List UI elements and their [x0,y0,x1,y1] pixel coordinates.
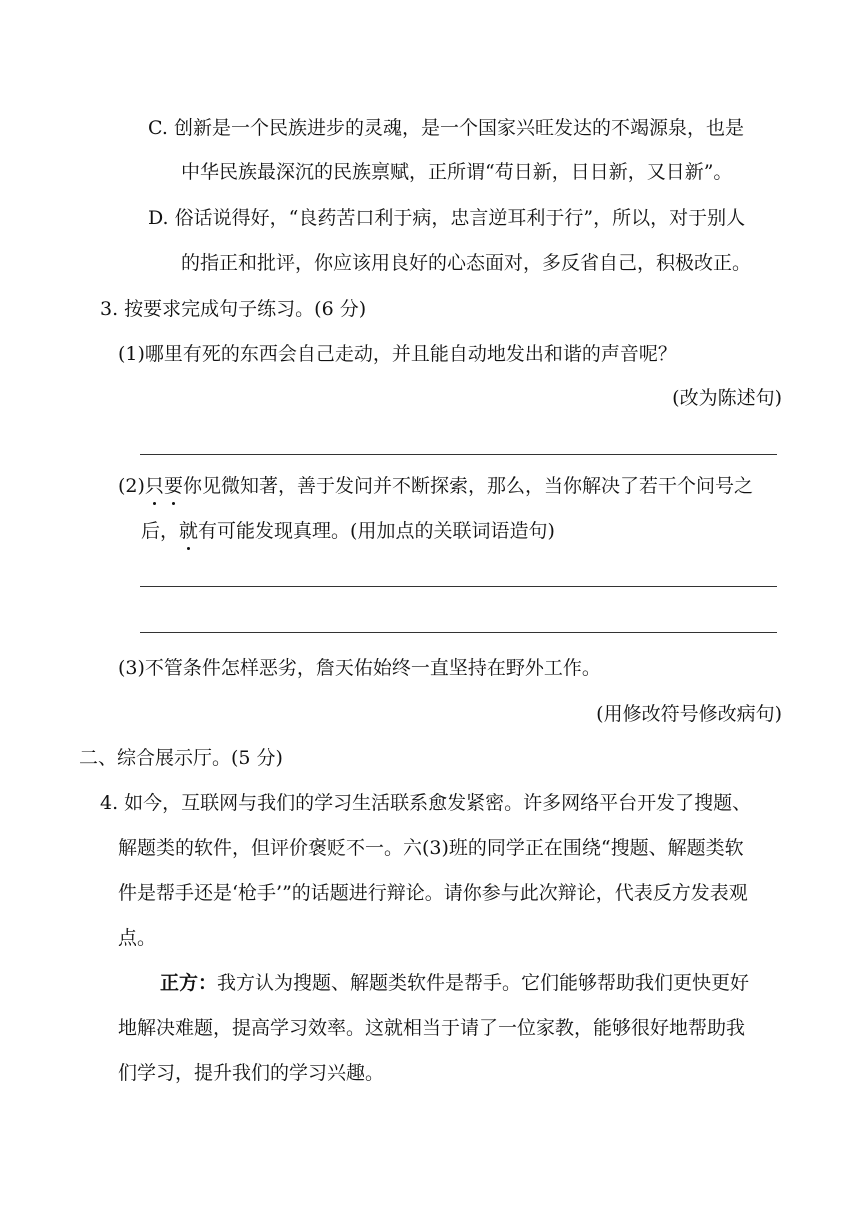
answer-line-1[interactable] [140,454,777,455]
answer-line-2[interactable] [140,586,777,587]
pro-side-text-1: 我方认为搜题、解题类软件是帮手。它们能够帮助我们更快更好 [217,972,750,994]
pro-side-line-1 [160,971,749,995]
dotted-char-jiu: 就 [179,520,199,542]
option-d-line-2: 的指正和批评，你应该用良好的心态面对，多反省自己，积极改正。 [181,252,752,274]
question-3-sentence-2-line-1 [118,474,753,498]
question-4-line-3: 件是帮手还是‘枪手’”的话题进行辩论。请你参与此次辩论，代表反方发表观 [118,882,748,904]
answer-line-3[interactable] [140,632,777,633]
question-3-sentence-2-line-2 [141,519,555,543]
sentence-2-line-2-start: 后， [141,520,180,542]
question-4-line-1: 4. 如今，互联网与我们的学习生活联系愈发紧密。许多网络平台开发了搜题、 [100,792,752,814]
option-c-line-2: 中华民族最深沉的民族禀赋，正所谓“苟日新，日日新，又日新”。 [181,161,733,183]
sentence-2-prefix: (2) [118,475,145,497]
question-3-sentence-3-requirement: (用修改符号修改病句) [596,703,782,725]
question-4-line-2: 解题类的软件，但评价褒贬不一。六(3)班的同学正在围绕“搜题、解题类软 [118,837,744,859]
question-3-sentence-1: (1)哪里有死的东西会自己走动，并且能自动地发出和谐的声音呢？ [118,343,677,365]
question-3-title: 3. 按要求完成句子练习。(6 分) [100,298,367,320]
pro-side-line-2: 地解决难题，提高学习效率。这就相当于请了一位家教，能够很好地帮助我 [118,1017,746,1039]
dotted-char-zhi: 只 [144,475,164,497]
sentence-2-rest: 你见微知著，善于发问并不断探索，那么，当你解决了若干个问号之 [182,475,753,497]
question-4-line-4: 点。 [118,927,157,949]
dotted-char-yao: 要 [163,475,183,497]
question-3-sentence-1-requirement: (改为陈述句) [672,387,782,409]
question-3-sentence-3: (3)不管条件怎样恶劣，詹天佑始终一直坚持在野外工作。 [118,657,601,679]
option-d-line-1: D. 俗话说得好，“良药苦口利于病，忠言逆耳利于行”，所以，对于别人 [148,207,746,229]
option-c-line-1: C. 创新是一个民族进步的灵魂，是一个国家兴旺发达的不竭源泉，也是 [148,117,744,139]
pro-side-line-3: 们学习，提升我们的学习兴趣。 [118,1062,385,1084]
sentence-2-line-2-end: 有可能发现真理。(用加点的关联词语造句) [198,520,555,542]
pro-side-label: 正方： [160,972,218,994]
section-2-title: 二、综合展示厅。(5 分) [79,747,283,769]
